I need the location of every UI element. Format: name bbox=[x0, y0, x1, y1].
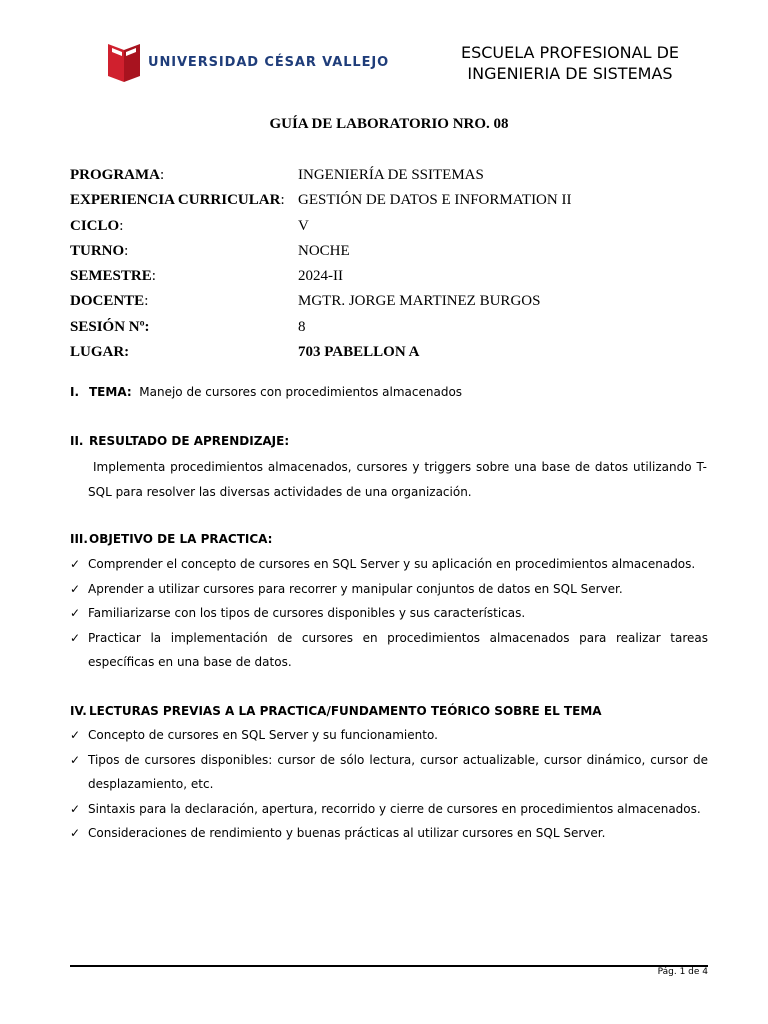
info-label: LUGAR: bbox=[70, 344, 130, 361]
check-icon: ✓ bbox=[70, 826, 81, 840]
objetivo-list bbox=[70, 552, 708, 675]
list-item: ✓ Sintaxis para la declaración, apertura, recorrido y cierre de cursores en procedimientos almacenados. bbox=[70, 797, 708, 822]
info-label: EXPERIENCIA CURRICULAR bbox=[70, 192, 281, 209]
section-tema bbox=[70, 385, 708, 399]
guide-title: GUÍA DE LABORATORIO NRO. 08 bbox=[269, 116, 509, 132]
ucv-shield-icon bbox=[108, 42, 140, 82]
list-item: ✓ Tipos de cursores disponibles: cursor de sólo lectura, cursor actualizable, cursor dinámico, cursor de desplazamiento, etc. bbox=[70, 748, 708, 797]
section-objetivo bbox=[70, 532, 708, 546]
section-heading: RESULTADO DE APRENDIZAJE: bbox=[89, 434, 290, 448]
resultado-paragraph: Implementa procedimientos almacenados, cursores y triggers sobre una base de datos utilizando T-SQL para resolver las diversas actividades de una organización. bbox=[88, 460, 707, 499]
info-value: NOCHE bbox=[298, 242, 350, 259]
footer-divider bbox=[70, 965, 708, 967]
university-name: UNIVERSIDAD CÉSAR VALLEJO bbox=[148, 54, 390, 70]
list-item: ✓ Familiarizarse con los tipos de cursores disponibles y sus características. bbox=[70, 601, 708, 626]
info-label: PROGRAMA bbox=[70, 167, 160, 183]
info-label: CICLO bbox=[70, 217, 120, 234]
list-item: ✓ Consideraciones de rendimiento y buenas prácticas al utilizar cursores en SQL Server. bbox=[70, 821, 708, 846]
section-resultado bbox=[70, 434, 708, 448]
check-icon: ✓ bbox=[70, 557, 81, 571]
section-heading: LECTURAS PREVIAS A LA PRACTICA/FUNDAMENTO TEÓRICO SOBRE EL TEMA bbox=[89, 704, 602, 718]
school-name bbox=[420, 42, 720, 84]
section-number: III. bbox=[70, 532, 88, 546]
info-label: DOCENTE bbox=[70, 293, 145, 310]
school-name-line2: INGENIERIA DE SISTEMAS bbox=[467, 64, 673, 83]
info-value: 2024-II bbox=[298, 268, 343, 285]
info-label: SESIÓN Nº: bbox=[70, 318, 150, 335]
check-icon: ✓ bbox=[70, 606, 81, 620]
section-number: IV. bbox=[70, 704, 87, 718]
section-text: Manejo de cursores con procedimientos almacenados bbox=[139, 385, 463, 399]
info-value: GESTIÓN DE DATOS E INFORMATION II bbox=[298, 192, 572, 209]
info-value: MGTR. JORGE MARTINEZ BURGOS bbox=[298, 293, 541, 310]
section-lecturas bbox=[70, 704, 708, 718]
info-value: INGENIERÍA DE SSITEMAS bbox=[298, 167, 484, 183]
check-icon: ✓ bbox=[70, 752, 81, 767]
list-item: ✓ Comprender el concepto de cursores en SQL Server y su aplicación en procedimientos almacenados. bbox=[70, 552, 708, 577]
section-heading: TEMA: bbox=[89, 385, 132, 399]
list-item: ✓ Aprender a utilizar cursores para recorrer y manipular conjuntos de datos en SQL Server. bbox=[70, 577, 708, 602]
lecturas-list bbox=[70, 723, 708, 846]
info-value: 703 PABELLON A bbox=[298, 344, 420, 361]
section-number: I. bbox=[70, 385, 80, 399]
section-number: II. bbox=[70, 434, 84, 448]
list-item: ✓ Practicar la implementación de cursores en procedimientos almacenados para realizar tareas específicas en una base de datos. bbox=[70, 626, 708, 675]
university-logo bbox=[108, 42, 389, 82]
section-heading: OBJETIVO DE LA PRACTICA: bbox=[89, 532, 273, 546]
info-label: TURNO bbox=[70, 242, 125, 259]
info-value: V bbox=[298, 217, 309, 234]
info-label: SEMESTRE bbox=[70, 268, 152, 285]
check-icon: ✓ bbox=[70, 728, 81, 742]
check-icon: ✓ bbox=[70, 801, 81, 816]
info-value: 8 bbox=[298, 318, 306, 335]
school-name-line1: ESCUELA PROFESIONAL DE bbox=[460, 43, 680, 62]
page-number: Pág. 1 de 4 bbox=[657, 967, 708, 977]
check-icon: ✓ bbox=[70, 630, 81, 645]
check-icon: ✓ bbox=[70, 581, 81, 596]
list-item: ✓ Concepto de cursores en SQL Server y su funcionamiento. bbox=[70, 723, 708, 748]
